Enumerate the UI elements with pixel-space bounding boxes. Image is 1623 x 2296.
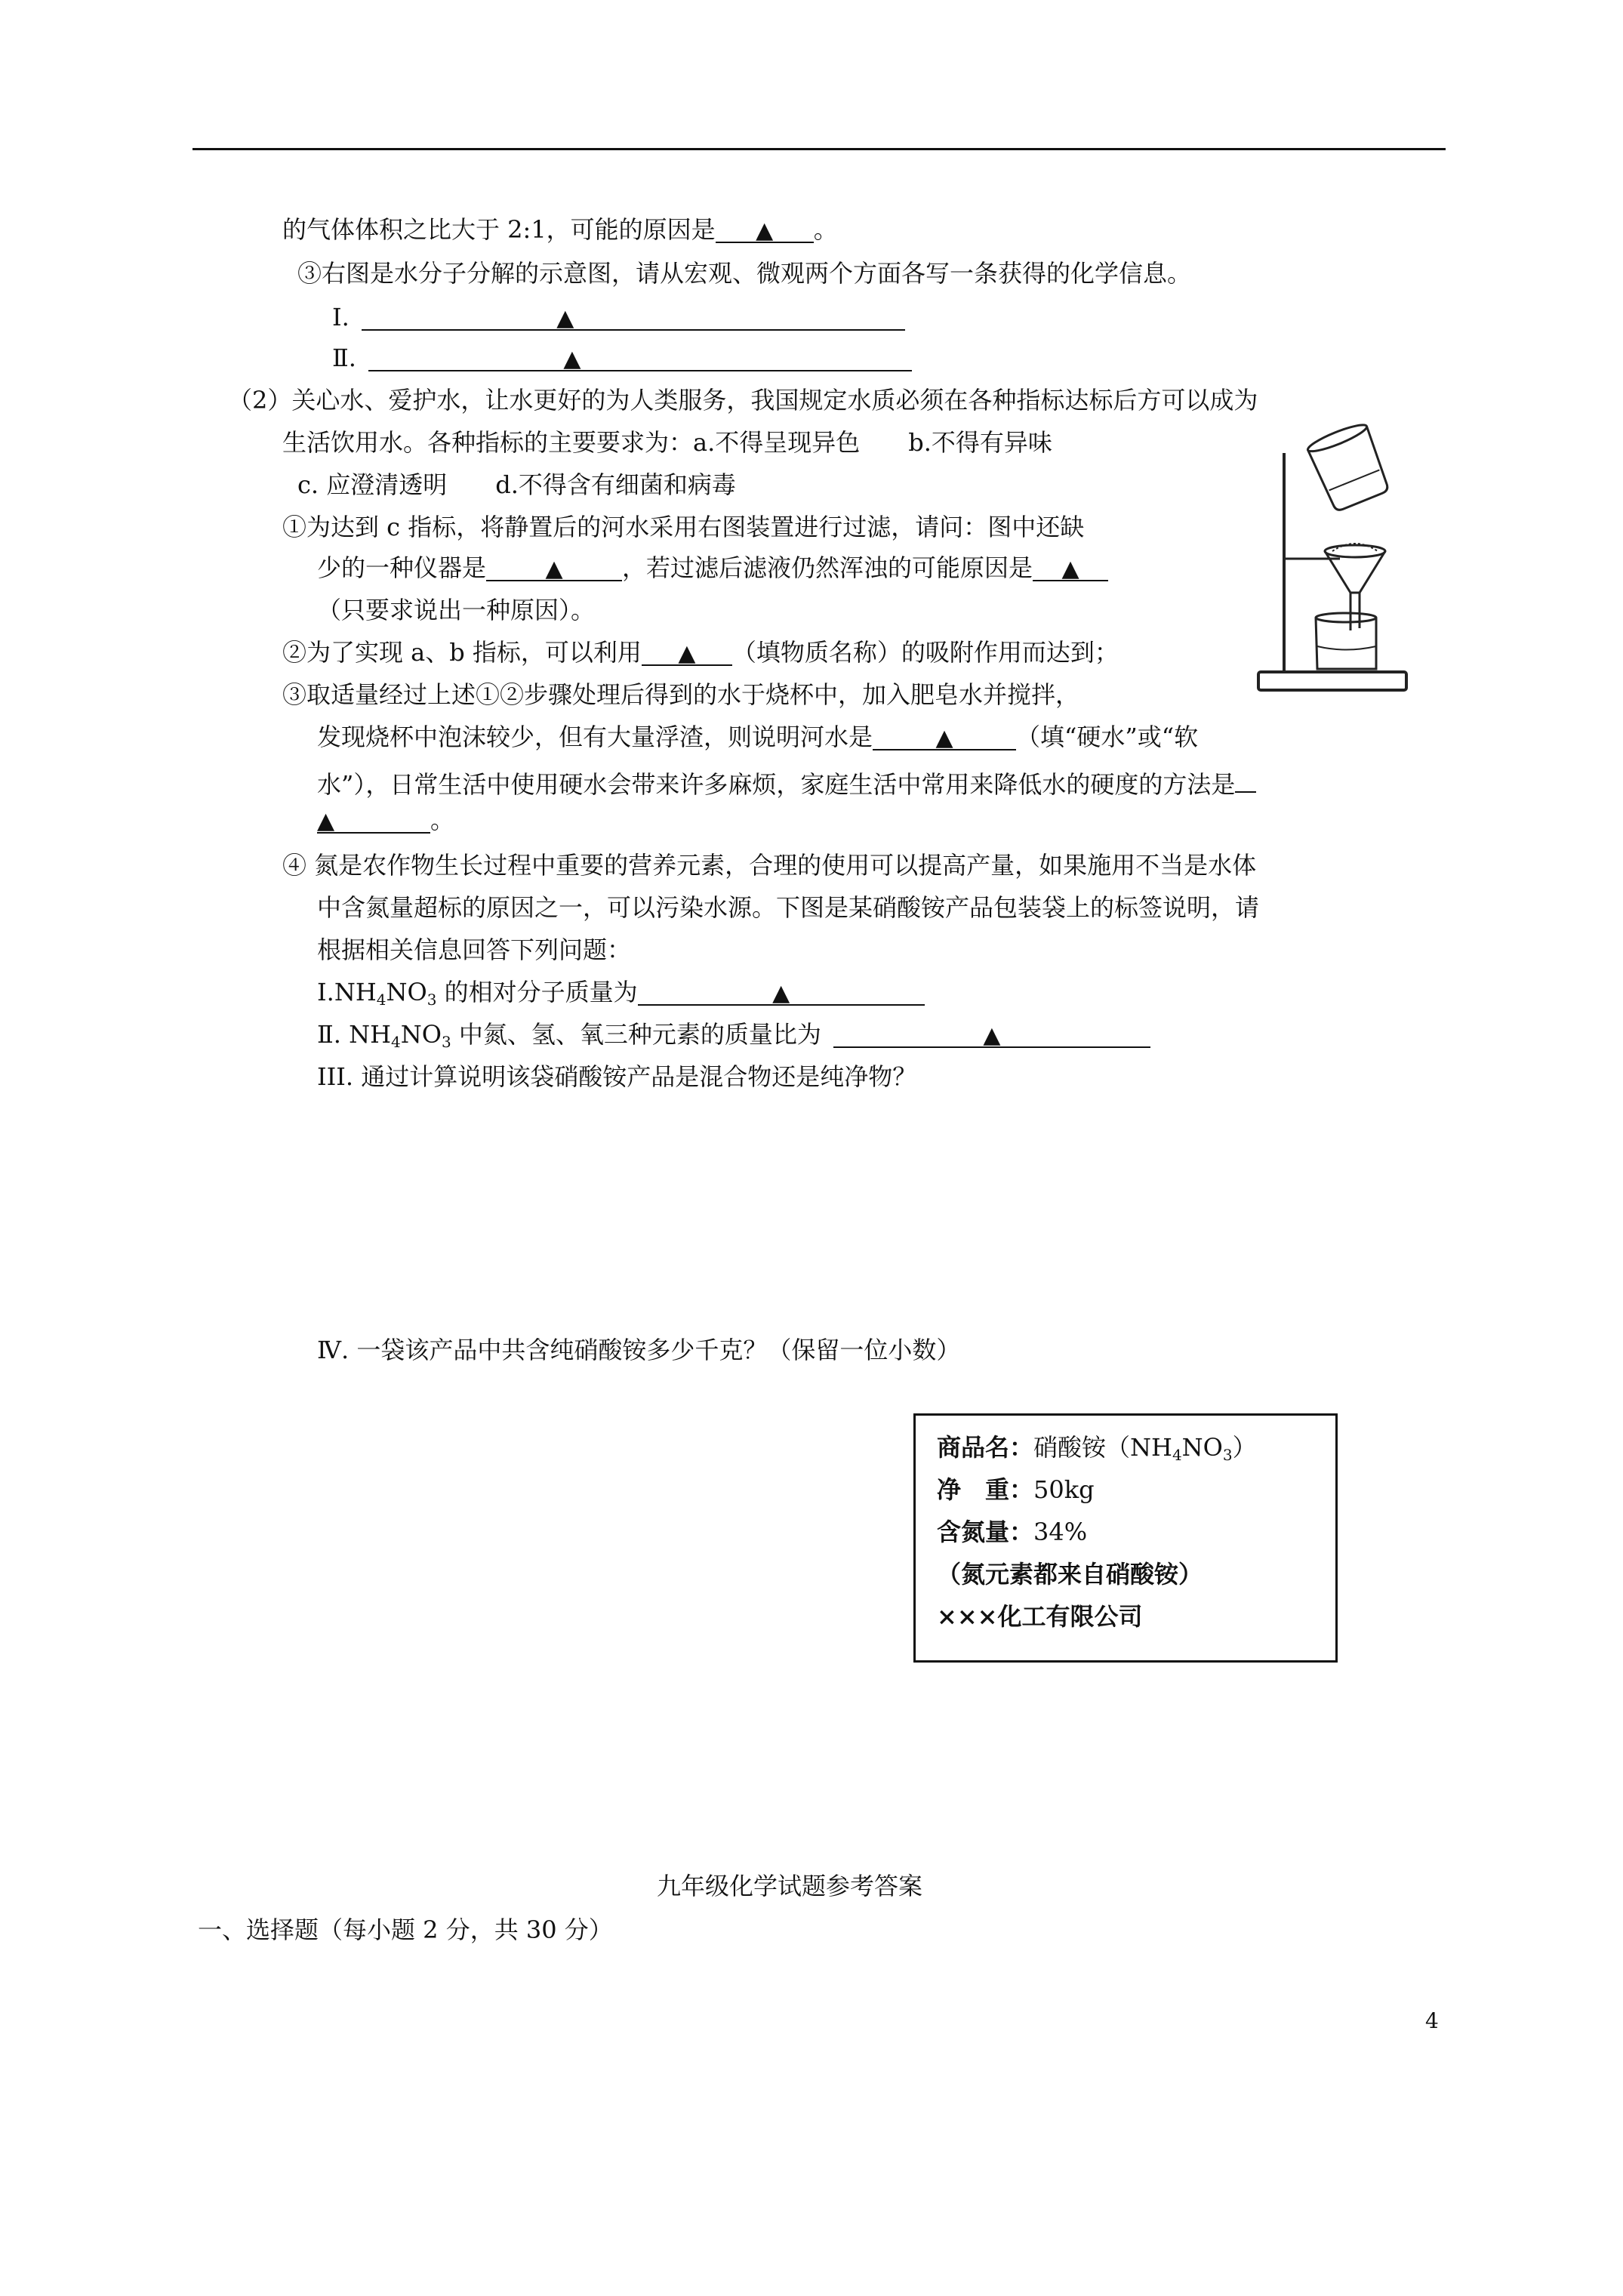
answer-blank[interactable]: ▲ <box>638 975 925 1006</box>
sub-1-line2: 少的一种仪器是 ▲ ，若过滤后滤液仍然浑浊的可能原因是 ▲ <box>317 551 1108 584</box>
sub-4-line2: 中含氮量超标的原因之一，可以污染水源。下图是某硝酸铵产品包装袋上的标签说明，请 <box>317 893 1260 922</box>
question-2-line2: 生活饮用水。各种指标的主要要求为：a.不得呈现异色 b.不得有异味 <box>282 428 1052 457</box>
answer-blank[interactable]: ▲ <box>642 636 732 666</box>
sub-3-line1: ③取适量经过上述①②步骤处理后得到的水于烧杯中，加入肥皂水并搅拌， <box>282 680 1080 709</box>
label-net-weight: 净 重：50kg <box>937 1475 1095 1504</box>
answer-blank[interactable]: ▲ <box>716 213 814 243</box>
answer-line-ii: Ⅱ. ▲ <box>332 341 912 374</box>
answer-blank[interactable]: ▲ <box>368 341 912 371</box>
label-company: ×××化工有限公司 <box>937 1602 1143 1631</box>
label-nitrogen-content: 含氮量：34% <box>937 1518 1088 1546</box>
answer-line-i: Ⅰ. ▲ <box>332 300 905 334</box>
question-2-line1: （2）关心水、爱护水，让水更好的为人类服务，我国规定水质必须在各种指标达标后方可以成为 <box>228 386 1258 415</box>
answer-blank[interactable]: ▲ <box>486 551 622 581</box>
sub-3-line3: 水”），日常生活中使用硬水会带来许多麻烦，家庭生活中常用来降低水的硬度的方法是 <box>317 763 1256 801</box>
question-ii-mass-ratio: Ⅱ. $NH_4NO_3$ 中氮、氢、氧三种元素的质量比为 ▲ <box>317 1018 1150 1051</box>
label-note: （氮元素都来自硝酸铵） <box>937 1560 1203 1589</box>
answers-section-1: 一、选择题（每小题 2 分，共 30 分） <box>198 1915 613 1944</box>
question-i-molar-mass: $Ⅰ.NH_4NO_3$ 的相对分子质量为 ▲ <box>317 975 925 1009</box>
sub-3-line2: 发现烧杯中泡沫较少，但有大量浮渣，则说明河水是 ▲ （填“硬水”或“软 <box>317 720 1198 754</box>
page-number: 4 <box>1425 2008 1439 2033</box>
question-2-line3: c. 应澄清透明 d.不得含有细菌和病毒 <box>297 470 736 499</box>
sub-3-line4: ▲ 。 <box>317 803 454 837</box>
answer-blank[interactable]: ▲ <box>317 803 430 834</box>
sub-1-line3: （只要求说出一种原因）。 <box>317 596 596 624</box>
header-rule <box>192 148 1446 150</box>
sub-1-line1: ①为达到 c 指标，将静置后的河水采用右图装置进行过滤，请问：图中还缺 <box>282 513 1085 541</box>
answer-blank[interactable]: ▲ <box>873 720 1016 750</box>
sub-4-line3: 根据相关信息回答下列问题： <box>317 935 632 964</box>
product-label-box <box>913 1413 1338 1663</box>
answer-blank[interactable]: ▲ <box>1033 551 1108 581</box>
question-iv: Ⅳ. 一袋该产品中共含纯硝酸铵多少千克？（保留一位小数） <box>317 1336 961 1364</box>
sub-4-line1: ④ 氮是农作物生长过程中重要的营养元素，合理的使用可以提高产量，如果施用不当是水体 <box>282 851 1257 880</box>
answer-blank[interactable]: ▲ <box>833 1018 1150 1048</box>
label-product-name: 商品名：硝酸铵$(NH_4NO_3)$ <box>937 1433 1257 1464</box>
filtration-apparatus-illustration <box>1257 423 1412 695</box>
line-gas-ratio: 的气体体积之比大于 2:1，可能的原因是 ▲ 。 <box>282 213 838 246</box>
sub-2-line: ②为了实现 a、b 指标，可以利用 ▲ （填物质名称）的吸附作用而达到； <box>282 636 1119 669</box>
question-iii: III. 通过计算说明该袋硝酸铵产品是混合物还是纯净物？ <box>317 1062 917 1091</box>
answers-title: 九年级化学试题参考答案 <box>657 1872 923 1900</box>
line-water-decomposition: ③右图是水分子分解的示意图，请从宏观、微观两个方面各写一条获得的化学信息。 <box>297 259 1192 288</box>
answer-blank[interactable]: ▲ <box>362 300 905 331</box>
